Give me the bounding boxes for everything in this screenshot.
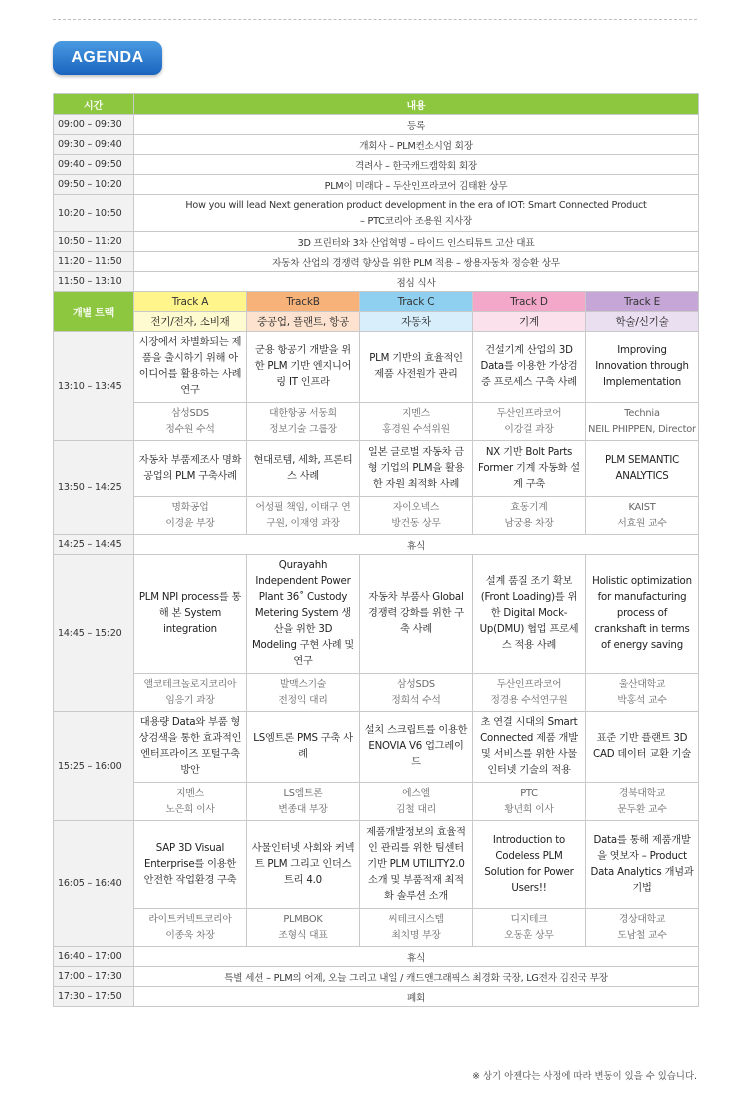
speaker-name: 박홍석 교수: [617, 694, 667, 706]
speaker-org: 두산인프라코어: [496, 678, 562, 690]
track-name-row: [54, 292, 699, 312]
time-cell: 10:20 – 10:50: [54, 195, 134, 232]
content-text: 등록: [406, 120, 426, 132]
content-text: 점심 식사: [396, 277, 436, 289]
table-header-row: [54, 94, 699, 115]
time-cell: 09:50 – 10:20: [54, 175, 134, 195]
content-text: 격려사 – 한국캐드캠학회 회장: [355, 160, 477, 172]
session-speaker-row: [54, 909, 699, 947]
time-cell: 09:00 – 09:30: [54, 115, 134, 135]
time-cell: 10:50 – 11:20: [54, 232, 134, 252]
speaker-cell-e: [586, 783, 699, 821]
time-cell: 15:25 – 16:00: [54, 712, 134, 821]
speaker-org: 삼성SDS: [397, 678, 435, 690]
session-speaker-row: [54, 497, 699, 535]
footnote: ※ 상기 아젠다는 사정에 따라 변동이 있을 수 있습니다.: [472, 1071, 697, 1082]
speaker-name: 이강걸 과장: [504, 423, 554, 435]
speaker-cell-e: [586, 403, 699, 441]
talk-title-c: PLM 기반의 효율적인 제품 사전원가 관리: [360, 332, 473, 403]
speaker-org: 대한항공 서동희: [269, 407, 337, 419]
talk-title-a: PLM NPI process를 통해 본 System integration: [134, 555, 247, 674]
speaker-cell-a: [134, 783, 247, 821]
speaker-org: 디지테크: [510, 913, 548, 925]
speaker-name: 조형식 대표: [278, 929, 328, 941]
track-name-c: Track C: [360, 292, 473, 312]
time-cell: 11:50 – 13:10: [54, 272, 134, 292]
talk-title-d: 설계 품질 조기 확보 (Front Loading)를 위한 Digital Mock-Up(DMU) 협업 프로세스 적용 사례: [473, 555, 586, 674]
speaker-cell-a: [134, 497, 247, 535]
speaker-name: 정희석 수석: [391, 694, 441, 706]
time-cell: 13:50 – 14:25: [54, 441, 134, 535]
talk-title-b: 사물인터넷 사회와 커넥트 PLM 그리고 인더스트리 4.0: [247, 821, 360, 909]
session-talk-row: [54, 821, 699, 909]
talk-title-d: 건설기계 산업의 3D Data를 이용한 가상검증 프로세스 구축 사례: [473, 332, 586, 403]
speaker-name: 정보기술 그룹장: [269, 423, 337, 435]
speaker-name: 전정익 대리: [278, 694, 328, 706]
content-cell: [134, 155, 699, 175]
session-talk-row: [54, 712, 699, 783]
speaker-name: 구원, 이재영 과장: [266, 517, 340, 529]
talk-title-c: 제품개발정보의 효율적인 관리를 위한 팀센터 기반 PLM UTILITY2.0 소개 및 부품적재 최적화 솔루션 소개: [360, 821, 473, 909]
talk-title-a: 대용량 Data와 부품 형상검색을 통한 효과적인 엔터프라이즈 포털구축 방안: [134, 712, 247, 783]
talk-title-b: 현대로템, 세화, 프론티스 사례: [247, 441, 360, 497]
session-talk-row: [54, 332, 699, 403]
schedule-row: [54, 155, 699, 175]
speaker-org: KAIST: [628, 501, 656, 513]
speaker-cell-c: [360, 783, 473, 821]
content-text: 폐회: [406, 992, 426, 1004]
schedule-row: [54, 115, 699, 135]
speaker-org: 경북대학교: [618, 787, 666, 799]
speaker-org: 삼성SDS: [171, 407, 209, 419]
talk-title-d: NX 기반 Bolt Parts Former 기계 자동화 설계 구축: [473, 441, 586, 497]
speaker-cell-d: [473, 497, 586, 535]
content-cell: [134, 195, 699, 232]
talk-title-e: Holistic optimization for manufacturing process of crankshaft in terms of energy saving: [586, 555, 699, 674]
speaker-name: 방건동 상무: [391, 517, 441, 529]
speaker-org: 지멘스: [402, 407, 430, 419]
speaker-org: Technia: [624, 407, 660, 419]
agenda-heading-badge: AGENDA: [53, 41, 162, 75]
content-cell: [134, 135, 699, 155]
content-text: How you will lead Next generation product development in the era of IOT: Smart Connected Product: [185, 199, 647, 211]
speaker-name: 문두환 교수: [617, 803, 667, 815]
time-cell: 09:40 – 09:50: [54, 155, 134, 175]
speaker-org: 발맥스기술: [279, 678, 327, 690]
speaker-cell-a: [134, 674, 247, 712]
speaker-name: 최치명 부장: [391, 929, 441, 941]
speaker-name: 이경윤 부장: [165, 517, 215, 529]
speaker-cell-e: [586, 909, 699, 947]
speaker-org: 라이트커넥트코리아: [148, 913, 232, 925]
agenda-table: [53, 93, 699, 1007]
speaker-org: PLMBOK: [283, 913, 323, 925]
column-header-content: 내용: [134, 94, 699, 115]
talk-title-a: 시장에서 차별화되는 제품을 출시하기 위해 아이디어를 활용하는 사례 연구: [134, 332, 247, 403]
time-cell: 16:40 – 17:00: [54, 947, 134, 967]
speaker-org: 울산대학교: [618, 678, 666, 690]
speaker-name: 변종대 부장: [278, 803, 328, 815]
schedule-row: [54, 135, 699, 155]
talk-title-d: 초 연결 시대의 Smart Connected 제품 개발 및 서비스를 위한 사물 인터넷 기술의 적용: [473, 712, 586, 783]
content-cell: [134, 967, 699, 987]
speaker-cell-a: [134, 909, 247, 947]
speaker-cell-e: [586, 674, 699, 712]
time-cell: 14:25 – 14:45: [54, 535, 134, 555]
speaker-cell-b: [247, 909, 360, 947]
talk-title-c: 일본 글로벌 자동차 금형 기업의 PLM을 활용한 자원 최적화 사례: [360, 441, 473, 497]
content-cell: [134, 115, 699, 135]
time-cell: 11:20 – 11:50: [54, 252, 134, 272]
speaker-org: 씨테크시스템: [388, 913, 444, 925]
content-cell: [134, 987, 699, 1007]
speaker-cell-b: [247, 783, 360, 821]
track-topic-d: 기계: [473, 312, 586, 332]
speaker-org: 자이오넥스: [392, 501, 440, 513]
speaker-cell-a: [134, 403, 247, 441]
speaker-cell-d: [473, 403, 586, 441]
schedule-row: [54, 947, 699, 967]
speaker-name: 노은희 이사: [165, 803, 215, 815]
speaker-cell-c: [360, 909, 473, 947]
content-cell: [134, 272, 699, 292]
top-divider: [53, 19, 697, 20]
content-cell: [134, 175, 699, 195]
speaker-org: 효동기계: [510, 501, 548, 513]
speaker-org: 앨코테크놀로지코리아: [143, 678, 237, 690]
speaker-org: 지멘스: [176, 787, 204, 799]
session-speaker-row: [54, 674, 699, 712]
content-cell: [134, 535, 699, 555]
content-text-line2: – PTC코리아 조용원 지사장: [360, 215, 472, 227]
speaker-org: 어성필 책임, 이태구 연: [255, 501, 351, 513]
speaker-name: 홍경원 수석위원: [382, 423, 450, 435]
speaker-name: 임응기 과장: [165, 694, 215, 706]
time-cell: 09:30 – 09:40: [54, 135, 134, 155]
speaker-name: 도남철 교수: [617, 929, 667, 941]
session-speaker-row: [54, 783, 699, 821]
content-text: 자동차 산업의 경쟁력 향상을 위한 PLM 적용 – 쌍용자동차 정승환 상무: [272, 257, 560, 269]
track-name-a: Track A: [134, 292, 247, 312]
speaker-cell-b: [247, 674, 360, 712]
content-text: 휴식: [406, 540, 426, 552]
speaker-name: NEIL PHIPPEN, Director: [588, 423, 696, 435]
time-cell: 17:30 – 17:50: [54, 987, 134, 1007]
track-section-label: 개별 트랙: [54, 292, 134, 332]
speaker-name: 정수원 수석: [165, 423, 215, 435]
speaker-org: 명화공업: [171, 501, 209, 513]
speaker-cell-b: [247, 497, 360, 535]
speaker-name: 이종욱 차장: [165, 929, 215, 941]
speaker-name: 정경용 수석연구원: [490, 694, 568, 706]
speaker-org: PTC: [520, 787, 538, 799]
schedule-row: [54, 987, 699, 1007]
time-cell: 13:10 – 13:45: [54, 332, 134, 441]
track-name-d: Track D: [473, 292, 586, 312]
track-topic-row: [54, 312, 699, 332]
talk-title-c: 자동차 부품사 Global 경쟁력 강화를 위한 구축 사례: [360, 555, 473, 674]
speaker-name: 서효원 교수: [617, 517, 667, 529]
speaker-name: 오동훈 상무: [504, 929, 554, 941]
talk-title-a: 자동차 부품제조사 명화공업의 PLM 구축사례: [134, 441, 247, 497]
speaker-cell-d: [473, 909, 586, 947]
talk-title-b: Qurayahh Independent Power Plant 36˚ Custody Metering System 생산을 위한 3D Modeling 구현 사례 및 연구: [247, 555, 360, 674]
talk-title-e: Data를 통해 제품개발을 엿보자 – Product Data Analytics 개념과 기법: [586, 821, 699, 909]
session-speaker-row: [54, 403, 699, 441]
session-talk-row: [54, 555, 699, 674]
speaker-org: 두산인프라코어: [496, 407, 562, 419]
speaker-cell-d: [473, 783, 586, 821]
speaker-cell-c: [360, 674, 473, 712]
speaker-cell-e: [586, 497, 699, 535]
content-cell: [134, 252, 699, 272]
talk-title-d: Introduction to Codeless PLM Solution for Power Users!!: [473, 821, 586, 909]
content-text: 3D 프린터와 3차 산업혁명 – 타이드 인스티튜트 고산 대표: [297, 237, 535, 249]
schedule-row: [54, 272, 699, 292]
content-cell: [134, 232, 699, 252]
speaker-name: 김철 대리: [396, 803, 436, 815]
track-topic-c: 자동차: [360, 312, 473, 332]
speaker-org: LS엠트론: [283, 787, 323, 799]
schedule-row: [54, 535, 699, 555]
speaker-name: 남궁용 차장: [504, 517, 554, 529]
talk-title-e: PLM SEMANTIC ANALYTICS: [586, 441, 699, 497]
talk-title-e: 표준 기반 플랜트 3D CAD 데이터 교환 기술: [586, 712, 699, 783]
content-text: 개회사 – PLM컨소시엄 회장: [359, 140, 473, 152]
schedule-row: [54, 232, 699, 252]
content-text: 특별 세션 – PLM의 어제, 오늘 그리고 내일 / 캐드앤그래픽스 최경화 국장, LG전자 김진국 부장: [224, 972, 608, 984]
time-cell: 17:00 – 17:30: [54, 967, 134, 987]
content-text: PLM이 미래다 – 두산인프라코어 김태환 상무: [324, 180, 508, 192]
content-text: 휴식: [406, 952, 426, 964]
track-topic-e: 학술/신기술: [586, 312, 699, 332]
schedule-row: [54, 195, 699, 232]
track-name-b: TrackB: [247, 292, 360, 312]
talk-title-a: SAP 3D Visual Enterprise를 이용한 안전한 작업환경 구축: [134, 821, 247, 909]
track-name-e: Track E: [586, 292, 699, 312]
speaker-cell-d: [473, 674, 586, 712]
speaker-cell-c: [360, 403, 473, 441]
schedule-row: [54, 967, 699, 987]
content-cell: [134, 947, 699, 967]
talk-title-b: LS엠트론 PMS 구축 사례: [247, 712, 360, 783]
schedule-row: [54, 252, 699, 272]
speaker-org: 경상대학교: [618, 913, 666, 925]
column-header-time: 시간: [54, 94, 134, 115]
time-cell: 14:45 – 15:20: [54, 555, 134, 712]
track-topic-b: 중공업, 플랜트, 항공: [247, 312, 360, 332]
speaker-org: 에스엘: [402, 787, 430, 799]
speaker-cell-c: [360, 497, 473, 535]
session-talk-row: [54, 441, 699, 497]
track-topic-a: 전기/전자, 소비재: [134, 312, 247, 332]
schedule-row: [54, 175, 699, 195]
talk-title-e: Improving Innovation through Implementation: [586, 332, 699, 403]
talk-title-b: 군용 항공기 개발을 위한 PLM 기반 엔지니어링 IT 인프라: [247, 332, 360, 403]
time-cell: 16:05 – 16:40: [54, 821, 134, 947]
speaker-name: 황년희 이사: [504, 803, 554, 815]
talk-title-c: 설치 스크립트를 이용한 ENOVIA V6 업그레이드: [360, 712, 473, 783]
speaker-cell-b: [247, 403, 360, 441]
